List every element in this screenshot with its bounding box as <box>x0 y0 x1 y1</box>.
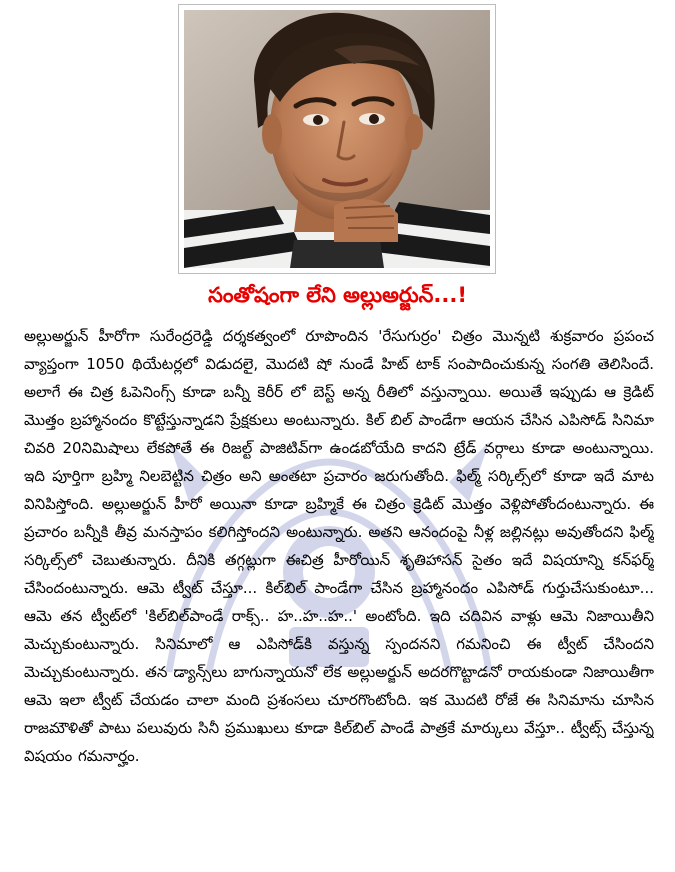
article-body <box>24 322 654 862</box>
actor-photo <box>184 10 490 268</box>
article-headline: సంతోషంగా లేని అల్లుఅర్జున్...! <box>208 283 467 307</box>
article-paragraph: అల్లుఅర్జున్ హీరోగా సురేంద్రరెడ్డి దర్శకత్వంలో రూపొందిన 'రేసుగుర్రం' చిత్రం మొన్నటి శుక్రవారం ప్రపంచ వ్యాప్తంగా 1050 థియేటర్లలో విడుదలై, మొదటి షో నుండే హిట్ టాక్ సంపాదించుకున్న సంగతి తెలిసిందే. అలాగే ఈ చిత్ర ఓపెనింగ్స్ కూడా బన్నీ కెరీర్ లో బెస్ట్ అన్న రీతిలో వస్తున్నాయి. అయితే ఇప్పుడు ఆ క్రెడిట్ మొత్తం బ్రహ్మానందం కొట్టేస్తున్నాడని ప్రేక్షకులు అంటున్నారు. కిల్ బిల్ పాండేగా ఆయన చేసిన ఎపిసోడ్ సినిమా చివరి 20నిమిషాలు లేకపోతే ఈ రిజల్ట్ పాజిటివ్‌గా ఉండబోయేది కాదని ట్రేడ్ వర్గాలు కూడా అంటున్నాయి. ఇది పూర్తిగా బ్రహ్మి నిలబెట్టిన చిత్రం అని అంతటా ప్రచారం జరుగుతోంది. ఫిల్మ్ సర్కిల్స్‌లో కూడా ఇదే మాట వినిపిస్తోంది. అల్లుఅర్జున్ హీరో అయినా కూడా బ్రహ్మికే ఈ చిత్రం క్రెడిట్ మొత్తం వెళ్లిపోతోందంటున్నారు. ఈ ప్రచారం బన్నీకి తీవ్ర మనస్తాపం కలిగిస్తోందని అంటున్నారు. అతని ఆనందంపై నీళ్ల జల్లినట్లు అవుతోందని ఫిల్మ్ సర్కిల్స్‌లో చెబుతున్నారు. దీనికి తగ్గట్లుగా ఈచిత్ర హీరోయిన్ శృతిహాసన్ సైతం ఇదే విషయాన్ని కన్‌ఫర్మ్ చేసిందంటున్నారు. ఆమె ట్వీట్ చేస్తూ... కిల్‌బిల్ పాండేగా చేసిన బ్రహ్మానందం ఎపిసోడ్ గుర్తుచేసుకుంటూ... ఆమె తన ట్వీట్‌లో 'కిల్‌బిల్‌పాండే రాక్స్.. హ..హ..హ..' అంటోంది. ఇది చదివిన వాళ్లు ఆమె నిజాయితీని మెచ్చుకుంటున్నారు. సినిమాలో ఆ ఎపిసోడ్‌కి వస్తున్న స్పందనని గమనించి ఈ ట్వీట్ చేసిందని మెచ్చుకుంటున్నారు. తన డ్యాన్స్‌లు బాగున్నాయనో లేక అల్లుఅర్జున్ అదరగొట్టాడనో రాయకుండా నిజాయితీగా ఆమె ఇలా ట్వీట్ చేయడం చాలా మంది ప్రశంసలు చూరగొంటోంది. ఇక మొదటి రోజే ఈ సినిమాను చూసిన రాజమౌళితో పాటు పలువురు సినీ ప్రముఖులు కూడా కిల్‌బిల్ పాండే పాత్రకే మార్కులు వేస్తూ.. ట్వీట్స్ చేస్తున్న విషయం గమనార్హం. <box>24 327 654 765</box>
photo-frame <box>178 4 496 274</box>
